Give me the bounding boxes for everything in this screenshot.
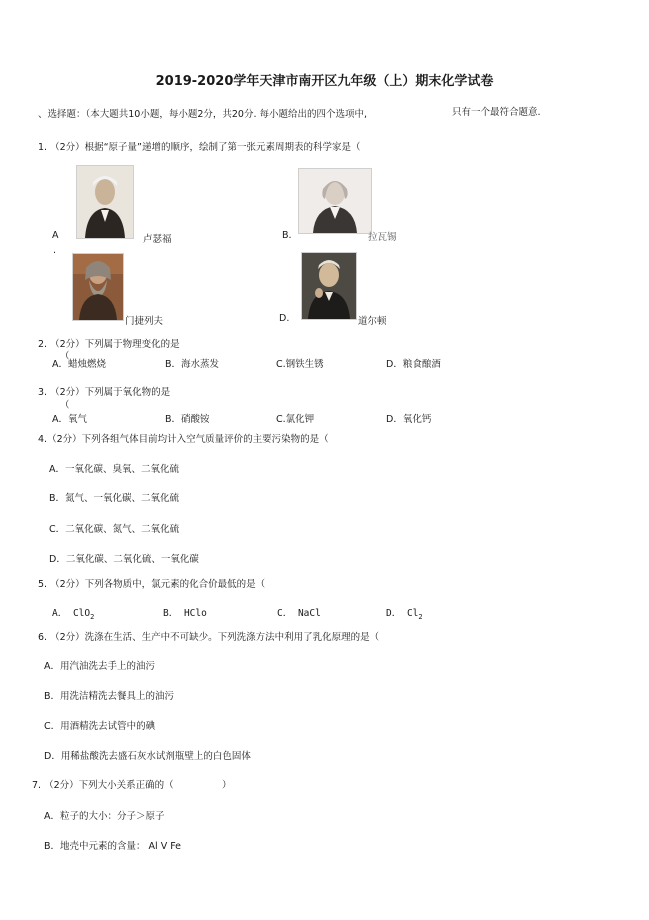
section-intro-tail: 只有一个最符合题意.	[452, 107, 541, 118]
option-dot: .	[53, 245, 57, 256]
question-4-stem: 4.（2分）下列各组气体目前均计入空气质量评价的主要污染物的是（	[38, 434, 329, 445]
question-4-option-c: C．二氧化碳、氮气、二氧化硫	[49, 524, 180, 535]
option-d-letter: D.	[279, 313, 290, 324]
question-6-stem: 6. （2分）洗涤在生活、生产中不可缺少。下列洗涤方法中利用了乳化原理的是（	[38, 632, 380, 643]
portrait-rutherford	[76, 165, 134, 239]
subscript-2: 2	[90, 612, 95, 621]
question-7-stem-tail: ）	[222, 780, 232, 791]
question-2-option-b: B．海水蒸发	[165, 359, 220, 370]
option-c-name: 门捷列夫	[125, 316, 164, 327]
portrait-mendeleev	[72, 253, 124, 321]
question-7-option-b: B．地壳中元素的含量： Al V Fe	[44, 841, 182, 852]
question-3-option-b: B．硝酸铵	[165, 414, 210, 425]
question-3-option-c: C.氯化钾	[276, 414, 315, 425]
section-intro: 、选择题：（本大题共10小题，每小题2分，共20分. 每小题给出的四个选项中,	[38, 109, 368, 120]
question-3-paren: （	[60, 400, 70, 411]
question-6-option-d: D．用稀盐酸洗去盛石灰水试剂瓶壁上的白色固体	[44, 751, 251, 762]
question-3-option-a: A．氧气	[52, 414, 87, 425]
question-3-option-d: D．氧化钙	[386, 414, 432, 425]
question-2-paren: （	[60, 351, 70, 362]
question-6-option-c: C．用酒精洗去试管中的碘	[44, 721, 156, 732]
question-5-option-d: D． $Cl_2$	[386, 608, 423, 621]
question-2-option-d: D．粮食酿酒	[386, 359, 441, 370]
question-2-stem: 2. （2分）下列属于物理变化的是	[38, 339, 180, 350]
option-a-name: 卢瑟福	[143, 234, 172, 245]
question-4-option-d: D．二氧化碳、二氧化硫、一氧化碳	[49, 554, 199, 565]
option-d-name: 道尔顿	[358, 316, 387, 327]
question-2-option-c: C.钢铁生锈	[276, 359, 324, 370]
option-a-letter: A	[52, 230, 59, 241]
option-b-letter: B.	[282, 230, 292, 241]
question-5-option-c: C． NaCl	[277, 608, 321, 619]
question-1-stem: 1. （2分）根据“原子量”递增的顺序，绘制了第一张元素周期表的科学家是（	[38, 142, 361, 153]
question-7-stem: 7. （2分）下列大小关系正确的（	[32, 780, 174, 791]
question-5-option-b: B． HClo	[163, 608, 207, 619]
subscript-2: 2	[418, 612, 423, 621]
portrait-dalton	[301, 252, 357, 320]
page-title: 2019-2020学年天津市南开区九年级（上）期末化学试卷	[155, 74, 494, 89]
question-7-option-a: A．粒子的大小：分子＞原子	[44, 811, 165, 822]
question-5-option-a: A． ClO$_2$	[52, 608, 95, 621]
question-5-stem: 5. （2分）下列各物质中，氯元素的化合价最低的是（	[38, 579, 266, 590]
question-6-option-b: B．用洗洁精洗去餐具上的油污	[44, 691, 175, 702]
question-2-option-a: A．蜡烛燃烧	[52, 359, 106, 370]
question-3-stem: 3. （2分）下列属于氧化物的是	[38, 387, 171, 398]
option-b-name: 拉瓦锡	[368, 232, 397, 243]
question-6-option-a: A．用汽油洗去手上的油污	[44, 661, 155, 672]
question-4-option-a: A．一氧化碳、臭氧、二氧化硫	[49, 464, 179, 475]
question-4-option-b: B．氮气、一氧化碳、二氧化硫	[49, 493, 180, 504]
portrait-lavoisier	[298, 168, 372, 234]
